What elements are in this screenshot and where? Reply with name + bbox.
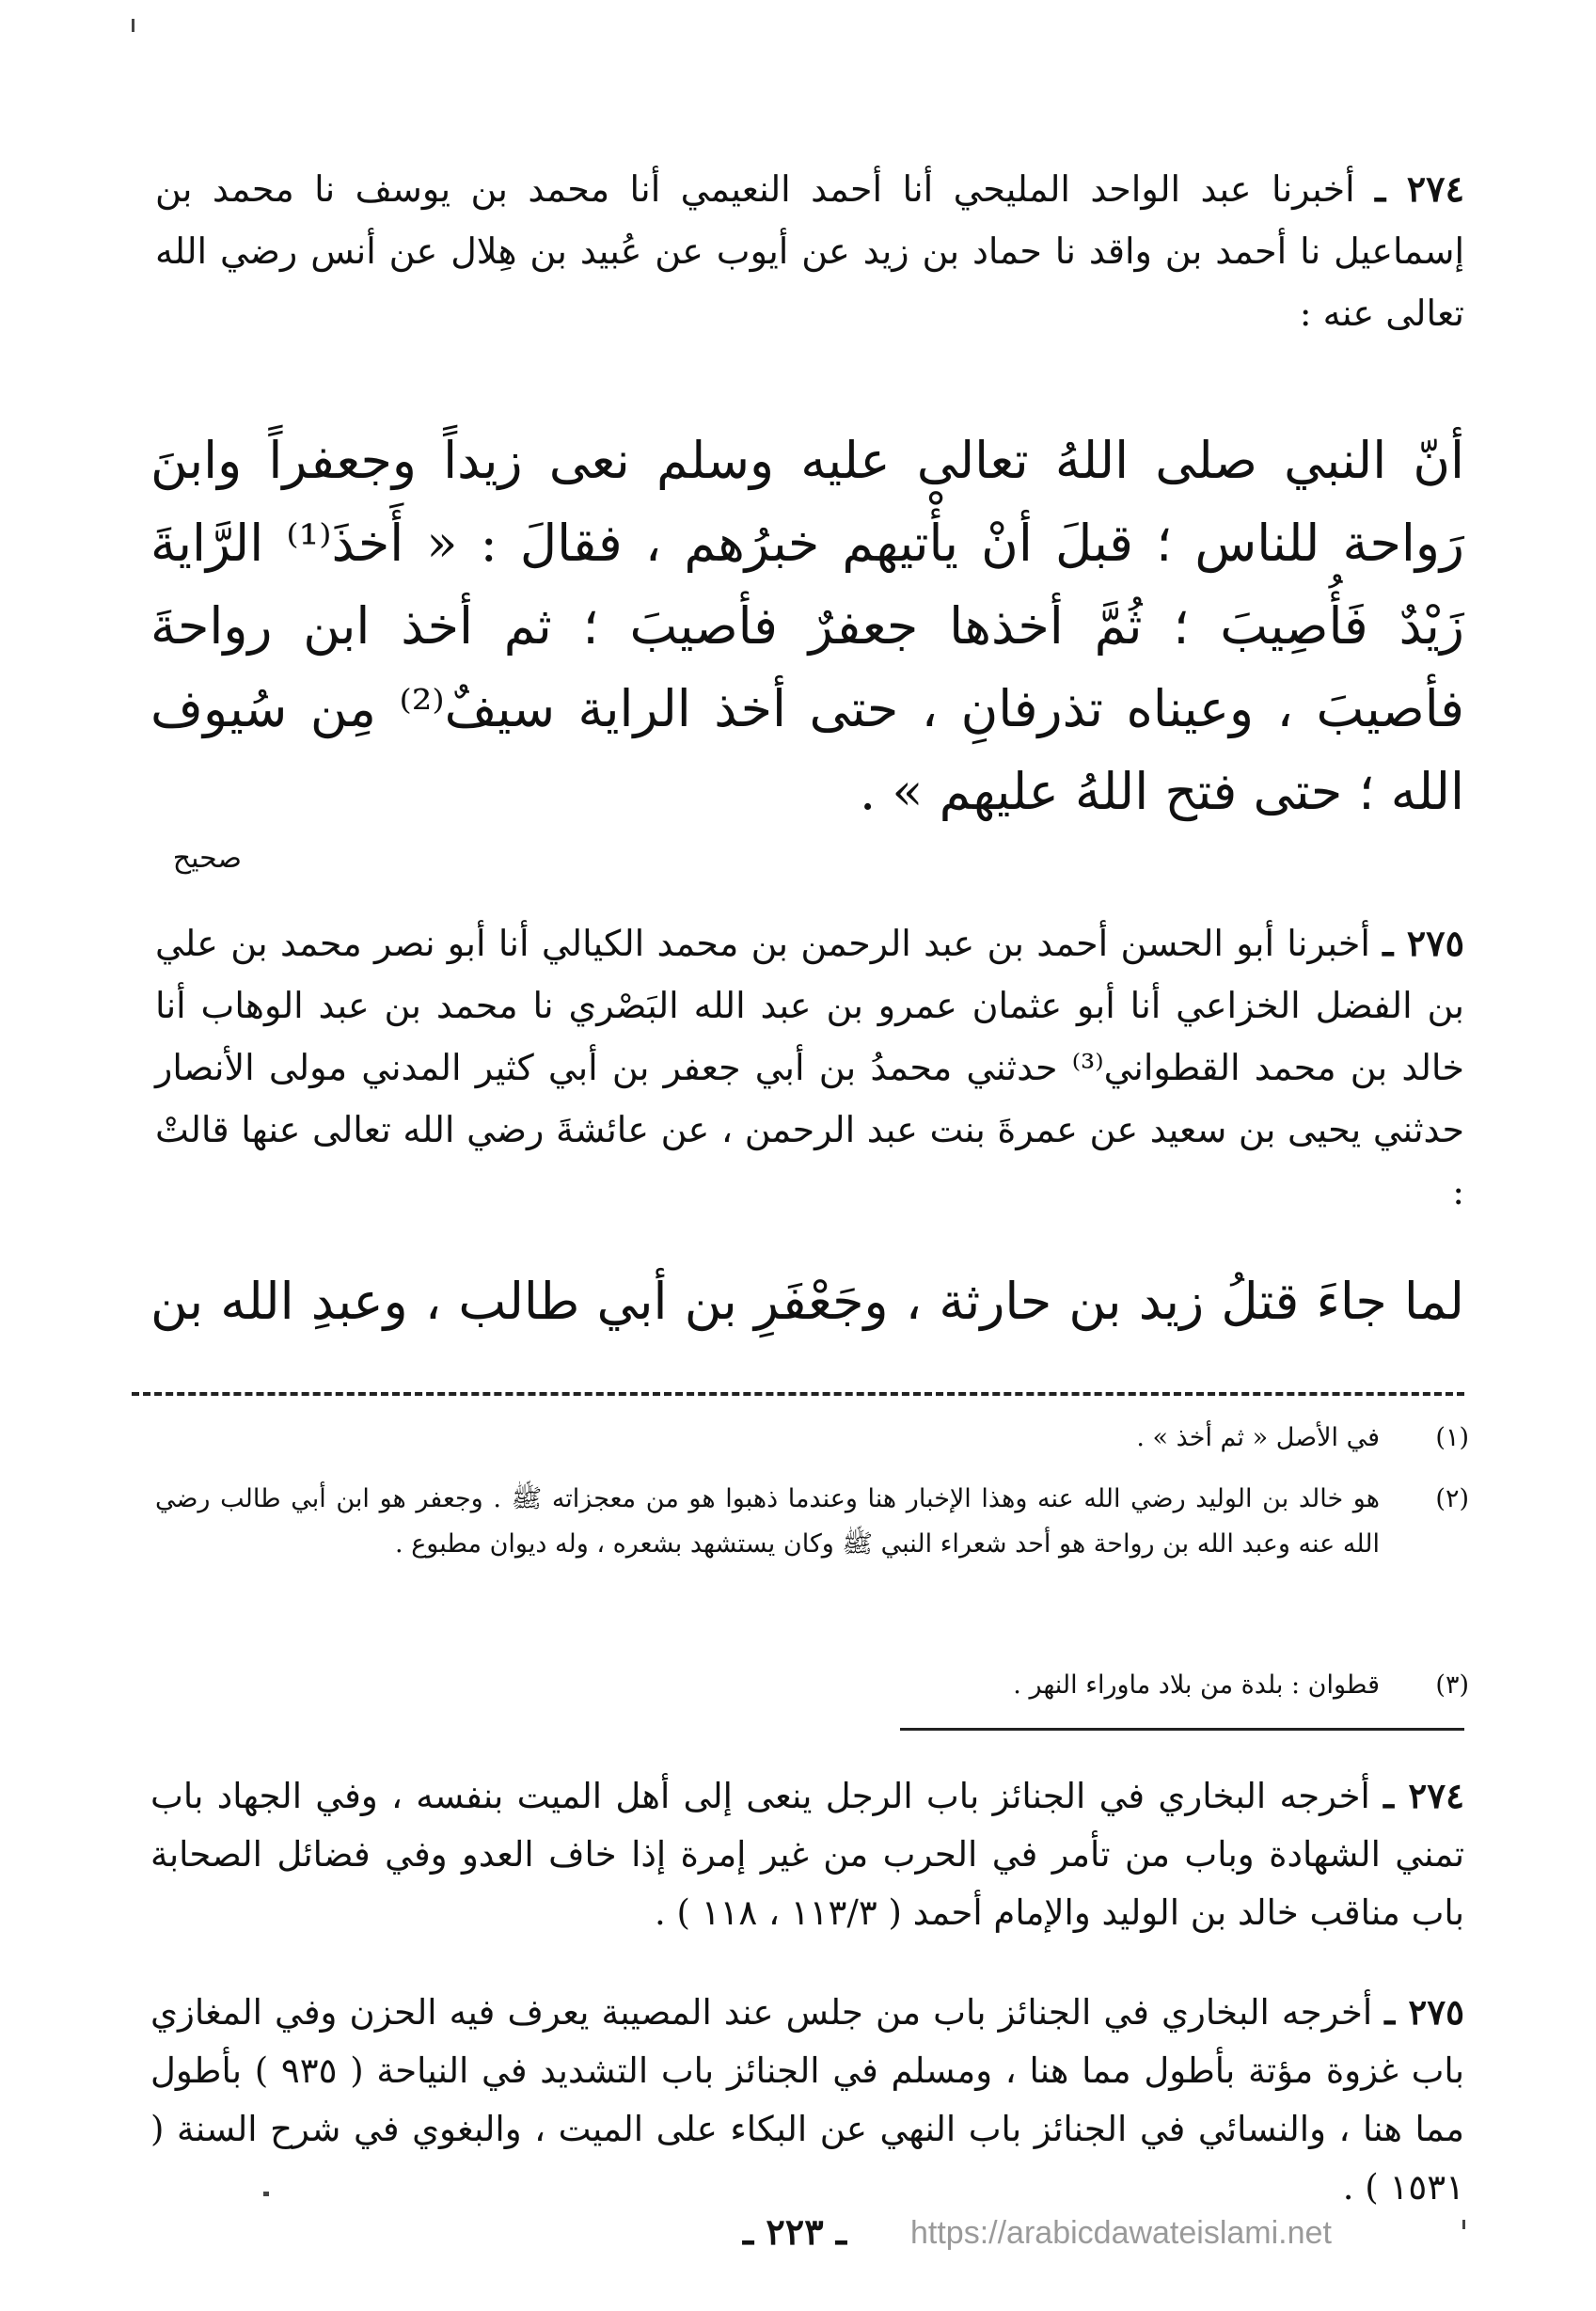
scan-speck [1462, 2220, 1465, 2229]
takhrij-number: ٢٧٤ ـ [1383, 1775, 1464, 1816]
hadith-number: ٢٧٥ ـ [1383, 922, 1464, 964]
footnote-3 [155, 1663, 1469, 1708]
takhrij-number: ٢٧٥ ـ [1384, 1991, 1464, 2033]
isnad-text: أخبرنا عبد الواحد المليحي أنا أحمد النعيمي أنا محمد بن يوسف نا محمد بن إسماعيل نا أحمد بن واقد نا حماد بن زيد عن أيوب عن عُبيد بن هِلال عن أنس رضي الله تعالى عنه : [155, 168, 1464, 334]
scan-speck [263, 2192, 269, 2196]
footnote-1 [155, 1416, 1469, 1461]
hadith-275-matn: لما جاءَ قتلُ زيد بن حارثة ، وجَعْفَرِ بن أبي طالب ، وعبدِ الله بن [150, 1272, 1464, 1331]
footnote-mark: (١) [1435, 1423, 1469, 1452]
page-number: ـ ٢٢٣ ـ [743, 2210, 846, 2253]
scan-speck [132, 19, 134, 32]
hadith-275-isnad [155, 912, 1464, 1223]
isnad-text: أخبرنا أبو الحسن أحمد بن عبد الرحمن بن محمد الكيالي أنا أبو نصر محمد بن علي بن الفضل الخزاعي أنا أبو عثمان عمرو بن عبد الله البَصْري نا محمد بن عبد الوهاب أنا خالد بن محمد القطواني⁽³⁾ حدثني محمدُ بن أبي جعفر بن أبي كثير المدني مولى الأنصار حدثني يحيى بن سعيد عن عمرةَ بنت عبد الرحمن ، عن عائشةَ رضي الله تعالى عنها قالتْ : [155, 923, 1464, 1212]
footnote-separator [132, 1392, 1464, 1396]
takhrij-text: أخرجه البخاري في الجنائز باب من جلس عند المصيبة يعرف فيه الحزن وفي المغازي باب غزوة مؤتة بأطول مما هنا ، ومسلم في الجنائز باب التشديد في النياحة ( ٩٣٥ ) بأطول مما هنا ، والنسائي في الجنائز باب النهي عن البكاء على الميت ، والبغوي في شرح السنة ( ١٥٣١ ) . [150, 1992, 1465, 2208]
footnote-text: في الأصل « ثم أخذ » . [1136, 1423, 1380, 1452]
takhrij-text: أخرجه البخاري في الجنائز باب الرجل ينعى إلى أهل الميت بنفسه ، وفي الجهاد باب تمني الشهادة وباب من تأمر في الحرب من غير إمرة إذا خاف العدو وفي فضائل الصحابة باب مناقب خالد بن الوليد والإمام أحمد ( ١١٣/٣ ، ١١٨ ) . [150, 1776, 1464, 1933]
takhrij-separator [900, 1728, 1464, 1731]
takhrij-274 [150, 1766, 1464, 1942]
takhrij-275 [150, 1983, 1464, 2217]
hadith-274-isnad [155, 158, 1464, 344]
footnote-2 [155, 1477, 1469, 1567]
footnote-text: قطوان : بلدة من بلاد ماوراء النهر . [1013, 1670, 1380, 1700]
footnote-mark: (٢) [1435, 1484, 1469, 1513]
footnote-text: هو خالد بن الوليد رضي الله عنه وهذا الإخبار هنا وعندما ذهبوا هو من معجزاته ﷺ . وجعفر هو ابن أبي طالب رضي الله عنه وعبد الله بن رواحة هو أحد شعراء النبي ﷺ وكان يستشهد بشعره ، وله ديوان مطبوع . [155, 1484, 1380, 1559]
hadith-number: ٢٧٤ ـ [1375, 167, 1464, 210]
watermark-url: https://arabicdawateislami.net [910, 2215, 1332, 2251]
hadith-274-matn: أنّ النبي صلى اللهُ تعالى عليه وسلم نعى زيداً وجعفراً وابنَ رَواحة للناس ؛ قبلَ أنْ يأْتيهم خبرُهم ، فقالَ : « أَخذَ⁽¹⁾ الرَّايةَ زَيْدٌ فَأُصِيبَ ؛ ثُمَّ أخذها جعفرٌ فأصيبَ ؛ ثم أخذ ابن رواحةَ فأصيبَ ، وعيناه تذرفانِ ، حتى أخذ الراية سيفٌ⁽²⁾ مِن سُيوف الله ؛ حتى فتح اللهُ عليهم » . [150, 431, 1464, 821]
footnote-mark: (٣) [1435, 1670, 1469, 1700]
hadith-grade: صحيح [172, 842, 242, 875]
